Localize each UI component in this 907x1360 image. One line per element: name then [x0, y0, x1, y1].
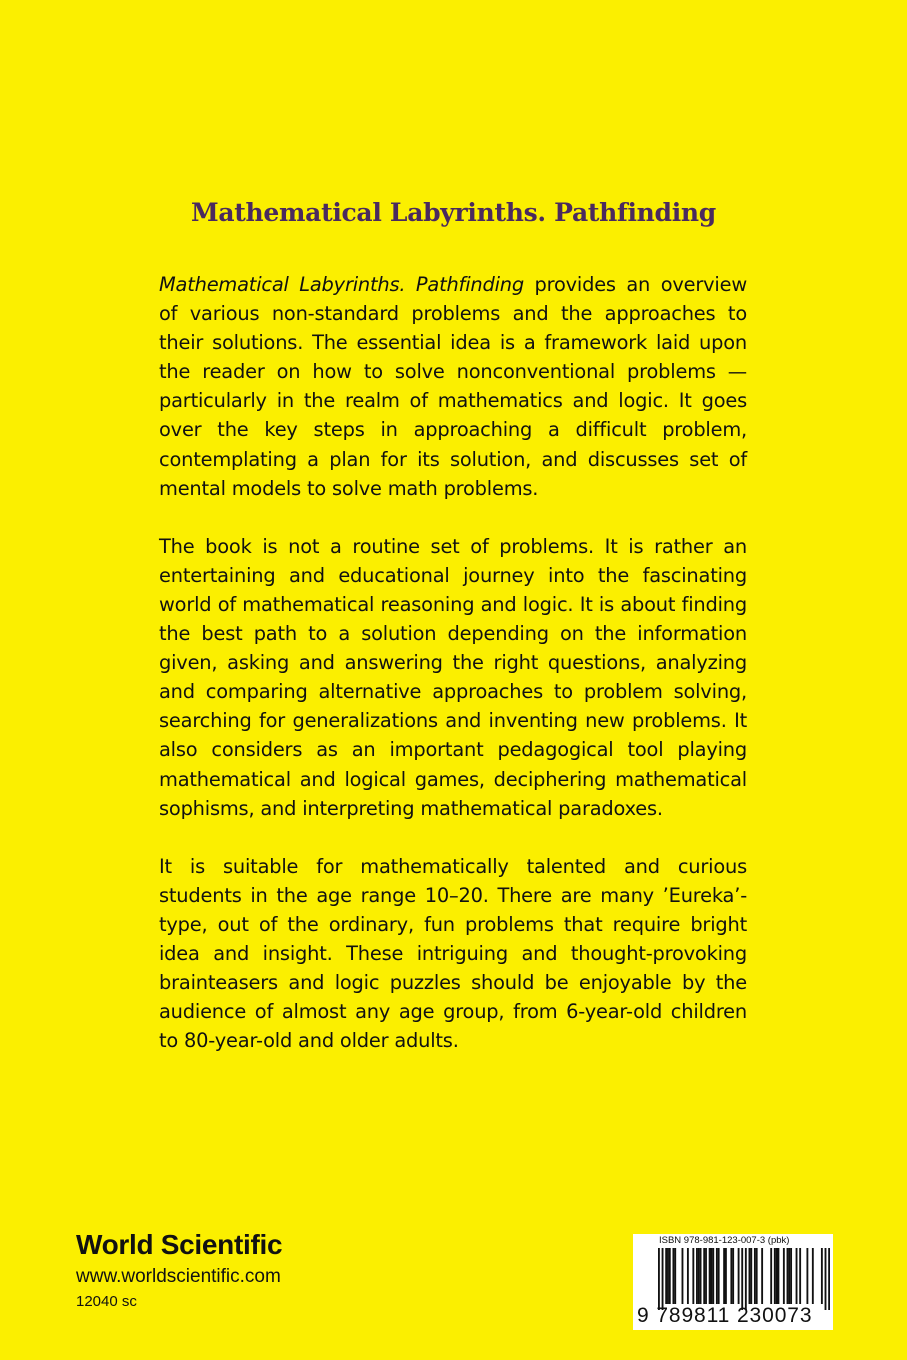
- barcode-bar: [770, 1248, 772, 1304]
- barcode-bar: [796, 1248, 798, 1304]
- barcode-bar: [716, 1248, 718, 1304]
- isbn-label: ISBN 978-981-123-007-3 (pbk): [659, 1235, 790, 1246]
- barcode-bar: [812, 1248, 814, 1304]
- barcode-bar: [705, 1248, 707, 1304]
- barcode-bar: [787, 1248, 789, 1304]
- barcode-bar: [709, 1248, 711, 1304]
- barcode-icon: [658, 1248, 830, 1310]
- barcode-bar: [696, 1248, 698, 1304]
- catalog-code: 12040 sc: [76, 1293, 137, 1310]
- barcode-bar: [756, 1248, 758, 1304]
- barcode-bar: [799, 1248, 801, 1304]
- barcode-bar: [749, 1248, 751, 1304]
- barcode-bar: [745, 1248, 747, 1310]
- barcode-bar: [692, 1248, 694, 1304]
- publisher-block: [76, 1228, 282, 1312]
- barcode-bar: [821, 1248, 823, 1304]
- barcode-bar: [828, 1248, 830, 1310]
- barcode-bar: [738, 1248, 740, 1304]
- barcode-bar: [711, 1248, 713, 1304]
- paragraph-1: [159, 270, 747, 503]
- barcode-bar: [672, 1248, 674, 1304]
- barcode-bar: [741, 1248, 743, 1310]
- book-title-inline: Mathematical Labyrinths. Pathfinding: [159, 273, 524, 296]
- barcode-bar: [774, 1248, 776, 1304]
- barcode-bar: [703, 1248, 705, 1304]
- barcode-bar: [667, 1248, 669, 1304]
- paragraph-2: The book is not a routine set of problems. It is rather an entertaining and educational journey into the fascinating world of mathematical reasoning and logic. It is about finding the best path to a solution depending on the information given, asking and answering the right questions, analyzing and comparing alternative approaches to problem solving, searching for generalizations and inventing new problems. It also considers as an important pedagogical tool playing mathematical and logical games, deciphering mathematical sophisms, and interpreting mathematical paradoxes.: [159, 534, 747, 820]
- description: [159, 270, 747, 1084]
- barcode-bar: [788, 1248, 790, 1304]
- barcode-bar: [725, 1248, 727, 1304]
- barcode-box: [633, 1234, 833, 1330]
- barcode-bar: [662, 1248, 664, 1310]
- barcode-bar: [700, 1248, 702, 1304]
- barcode-digits: 9 789811 230073: [637, 1304, 813, 1327]
- barcode-bar: [687, 1248, 689, 1304]
- barcode-bar: [669, 1248, 671, 1304]
- barcode-bar: [825, 1248, 827, 1310]
- publisher-url: www.worldscientific.com: [76, 1266, 281, 1287]
- barcode-bar: [750, 1248, 752, 1304]
- barcode-bar: [732, 1248, 734, 1304]
- barcode-bar: [806, 1248, 808, 1304]
- barcode-bar: [777, 1248, 779, 1304]
- barcode-bar: [658, 1248, 660, 1310]
- barcode-bar: [776, 1248, 778, 1304]
- barcode-bar: [665, 1248, 667, 1304]
- publisher-name: World Scientific: [76, 1229, 283, 1260]
- barcode-bar: [761, 1248, 763, 1304]
- barcode-bar: [674, 1248, 676, 1304]
- barcode-bar: [723, 1248, 725, 1304]
- barcode-bar: [718, 1248, 720, 1304]
- title: Mathematical Labyrinths. Pathfinding: [191, 198, 716, 227]
- barcode-bar: [783, 1248, 785, 1304]
- paragraph-3: It is suitable for mathematically talented and curious students in the age range 10–20. There are many ’Eureka’-type, out of the ordinary, fun problems that require bright idea and insight. These intriguing and thought-provoking brainteasers and logic puzzles should be enjoyable by the audience of almost any age group, from 6-year-old children to 80-year-old and older adults.: [159, 854, 747, 1053]
- barcode-bar: [712, 1248, 714, 1304]
- barcode-bar: [790, 1248, 792, 1304]
- barcode-bar: [682, 1248, 684, 1304]
- barcode-bar: [754, 1248, 756, 1304]
- barcode-bar: [730, 1248, 732, 1304]
- paragraph-1-text: provides an overview of various non-standard problems and the approaches to their solutions. The essential idea is a framework laid upon the reader on how to solve nonconventional problems — particularly in the realm of mathematics and logic. It goes over the key steps in approaching a difficult problem, contemplating a plan for its solution, and discusses set of mental models to solve math problems.: [159, 273, 747, 500]
- barcode-bar: [698, 1248, 700, 1304]
